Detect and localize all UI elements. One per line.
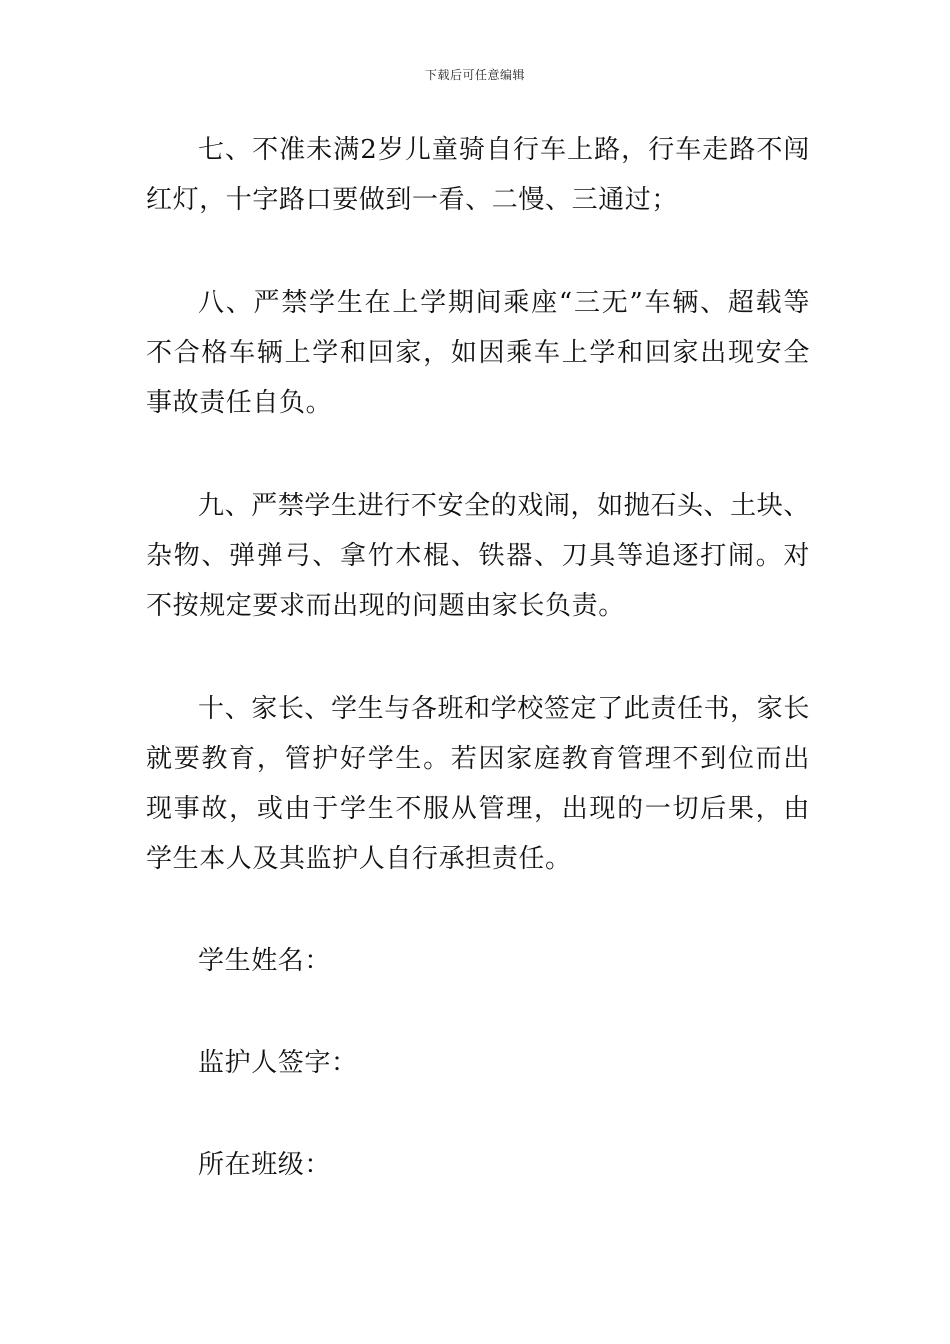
guardian-signature-field: 监护人签字： (198, 1048, 358, 1078)
document-body (146, 125, 810, 1243)
page-header-note: 下载后可任意编辑 (424, 68, 525, 82)
clause-8: 八、严禁学生在上学期间乘座“三无”车辆、超载等不合格车辆上学和回家，如因乘车上学和回家出现安全事故责任自负。 (146, 288, 810, 418)
clause-7: 七、不准未满2岁儿童骑自行车上路，行车走路不闯红灯，十字路口要做到一看、二慢、三通过； (146, 135, 810, 215)
class-field: 所在班级： (198, 1150, 332, 1180)
clause-9: 九、严禁学生进行不安全的戏闹，如抛石头、土块、杂物、弹弹弓、拿竹木棍、铁器、刀具等追逐打闹。对不按规定要求而出现的问题由家长负责。 (146, 491, 810, 621)
student-name-field: 学生姓名： (198, 946, 332, 976)
clause-10: 十、家长、学生与各班和学校签定了此责任书，家长就要教育，管护好学生。若因家庭教育管理不到位而出现事故，或由于学生不服从管理，出现的一切后果，由学生本人及其监护人自行承担责任。 (146, 694, 810, 874)
